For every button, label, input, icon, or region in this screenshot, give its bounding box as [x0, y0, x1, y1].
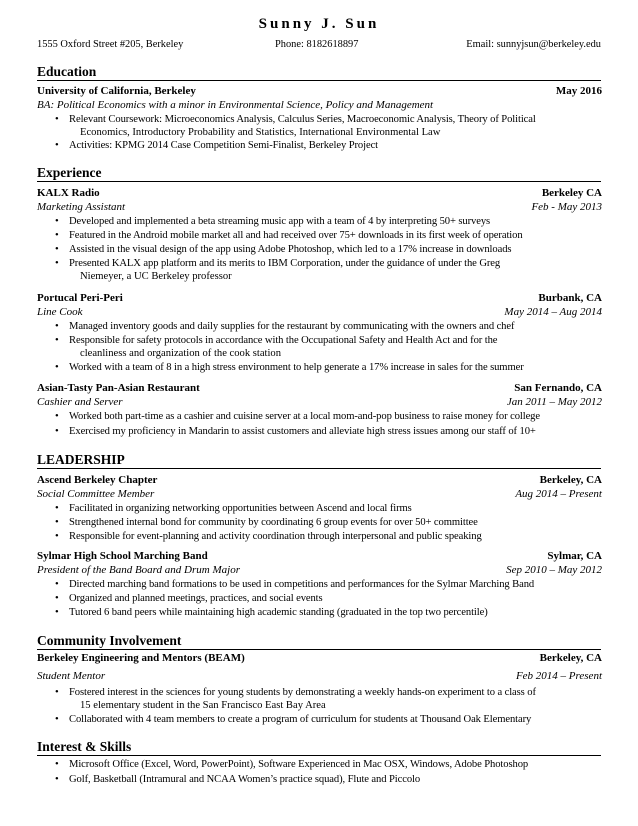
leadership-org: Sylmar High School Marching Band: [37, 550, 208, 562]
list-item-continuation: cleanliness and organization of the cook station: [80, 348, 282, 359]
email: Email: sunnyjsun@berkeley.edu: [466, 39, 601, 50]
list-item: • Strengthened internal bond for community by coordinating 6 group events for over 50+ committee: [69, 516, 604, 529]
job-date: Jan 2011 – May 2012: [506, 396, 602, 408]
degree: BA: Political Economics with a minor in Environmental Science, Policy and Management: [37, 99, 434, 111]
job-org: KALX Radio: [37, 187, 100, 199]
list-item: • Organized and planned meetings, practices, and social events: [69, 592, 604, 605]
job-location: Burbank, CA: [538, 292, 602, 304]
list-item: • Developed and implemented a beta streaming music app with a team of 4 by interpreting 50+ surveys: [69, 215, 604, 228]
address: 1555 Oxford Street #205, Berkeley: [37, 39, 184, 50]
job-role: Cashier and Server: [37, 396, 123, 408]
phone: Phone: 8182618897: [275, 39, 359, 50]
leadership-date: Aug 2014 – Present: [515, 488, 602, 500]
leadership-role: Social Committee Member: [37, 488, 155, 500]
job-date: Feb - May 2013: [531, 201, 602, 213]
list-item: • Microsoft Office (Excel, Word, PowerPoint), Software Experienced in Mac OSX, Windows, Adobe Photoshop: [69, 758, 604, 771]
job-role: Marketing Assistant: [37, 201, 126, 213]
leadership-date: Sep 2010 – May 2012: [506, 564, 602, 576]
job-role: Line Cook: [37, 306, 83, 318]
resume-name: Sunny J. Sun: [258, 16, 380, 32]
community-role: Student Mentor: [37, 670, 106, 682]
section-title-community: Community Involvement: [37, 632, 601, 650]
list-item-continuation: Economics, Introductory Probability and Statistics, International Environmental Law: [80, 127, 441, 138]
list-item: • Golf, Basketball (Intramural and NCAA Women’s practice squad), Flute and Piccolo: [69, 773, 604, 786]
list-item: • Worked both part-time as a cashier and cuisine server at a local mom-and-pop business to raise money for college: [69, 410, 604, 423]
section-title-leadership: LEADERSHIP: [37, 451, 601, 469]
list-item: • Activities: KPMG 2014 Case Competition Semi-Finalist, Berkeley Project: [69, 139, 604, 152]
job-date: May 2014 – Aug 2014: [504, 306, 602, 318]
list-item: • Exercised my proficiency in Mandarin to assist customers and alleviate high stress issues among our staff of 10+: [69, 425, 604, 438]
community-org: Berkeley Engineering and Mentors (BEAM): [37, 652, 245, 664]
list-item-continuation: 15 elementary student in the San Francisco East Bay Area: [80, 700, 326, 711]
community-location: Berkeley, CA: [539, 652, 602, 664]
list-item: • Worked with a team of 8 in a high stress environment to help generate a 17% increase in sales for the summer: [69, 361, 604, 374]
list-item: • Tutored 6 band peers while maintaining high academic standing (graduated in the top two percentile): [69, 606, 604, 619]
list-item: • Collaborated with 4 team members to create a program of curriculum for students at Thousand Oak Elementary: [69, 713, 604, 726]
leadership-location: Berkeley, CA: [539, 474, 602, 486]
job-org: Portucal Peri-Peri: [37, 292, 123, 304]
list-item: • Responsible for event-planning and activity coordination through interpersonal and public speaking: [69, 530, 604, 543]
list-item-continuation: Niemeyer, a UC Berkeley professor: [80, 271, 232, 282]
school-name: University of California, Berkeley: [37, 85, 196, 97]
education-date: May 2016: [555, 85, 602, 97]
section-title-education: Education: [37, 63, 601, 81]
list-item: • Directed marching band formations to be used in competitions and performances for the Sylmar Marching Band: [69, 578, 604, 591]
list-item: • Featured in the Android mobile market all and had received over 75+ downloads in its first week of operation: [69, 229, 604, 242]
job-location: San Fernando, CA: [514, 382, 602, 394]
list-item: • Responsible for safety protocols in accordance with the Occupational Safety and Health Act and for the: [69, 334, 604, 347]
list-item: • Presented KALX app platform and its merits to IBM Corporation, under the guidance of under the Greg: [69, 257, 604, 270]
job-location: Berkeley CA: [541, 187, 602, 199]
list-item: • Managed inventory goods and daily supplies for the restaurant by communicating with the owners and chef: [69, 320, 604, 333]
list-item: • Facilitated in organizing networking opportunities between Ascend and local firms: [69, 502, 604, 515]
list-item: • Relevant Coursework: Microeconomics Analysis, Calculus Series, Macroeconomic Analysis, Theory of Political: [69, 113, 604, 126]
leadership-location: Sylmar, CA: [547, 550, 602, 562]
section-title-skills: Interest & Skills: [37, 738, 601, 756]
list-item: • Assisted in the visual design of the app using Adobe Photoshop, which led to a 17% increase in downloads: [69, 243, 604, 256]
list-item: • Fostered interest in the sciences for young students by demonstrating a weekly hands-on experiment to a class of: [69, 686, 604, 699]
section-title-experience: Experience: [37, 164, 601, 182]
job-org: Asian-Tasty Pan-Asian Restaurant: [37, 382, 200, 394]
leadership-role: President of the Band Board and Drum Major: [37, 564, 240, 576]
leadership-org: Ascend Berkeley Chapter: [37, 474, 158, 486]
community-date: Feb 2014 – Present: [515, 670, 602, 682]
